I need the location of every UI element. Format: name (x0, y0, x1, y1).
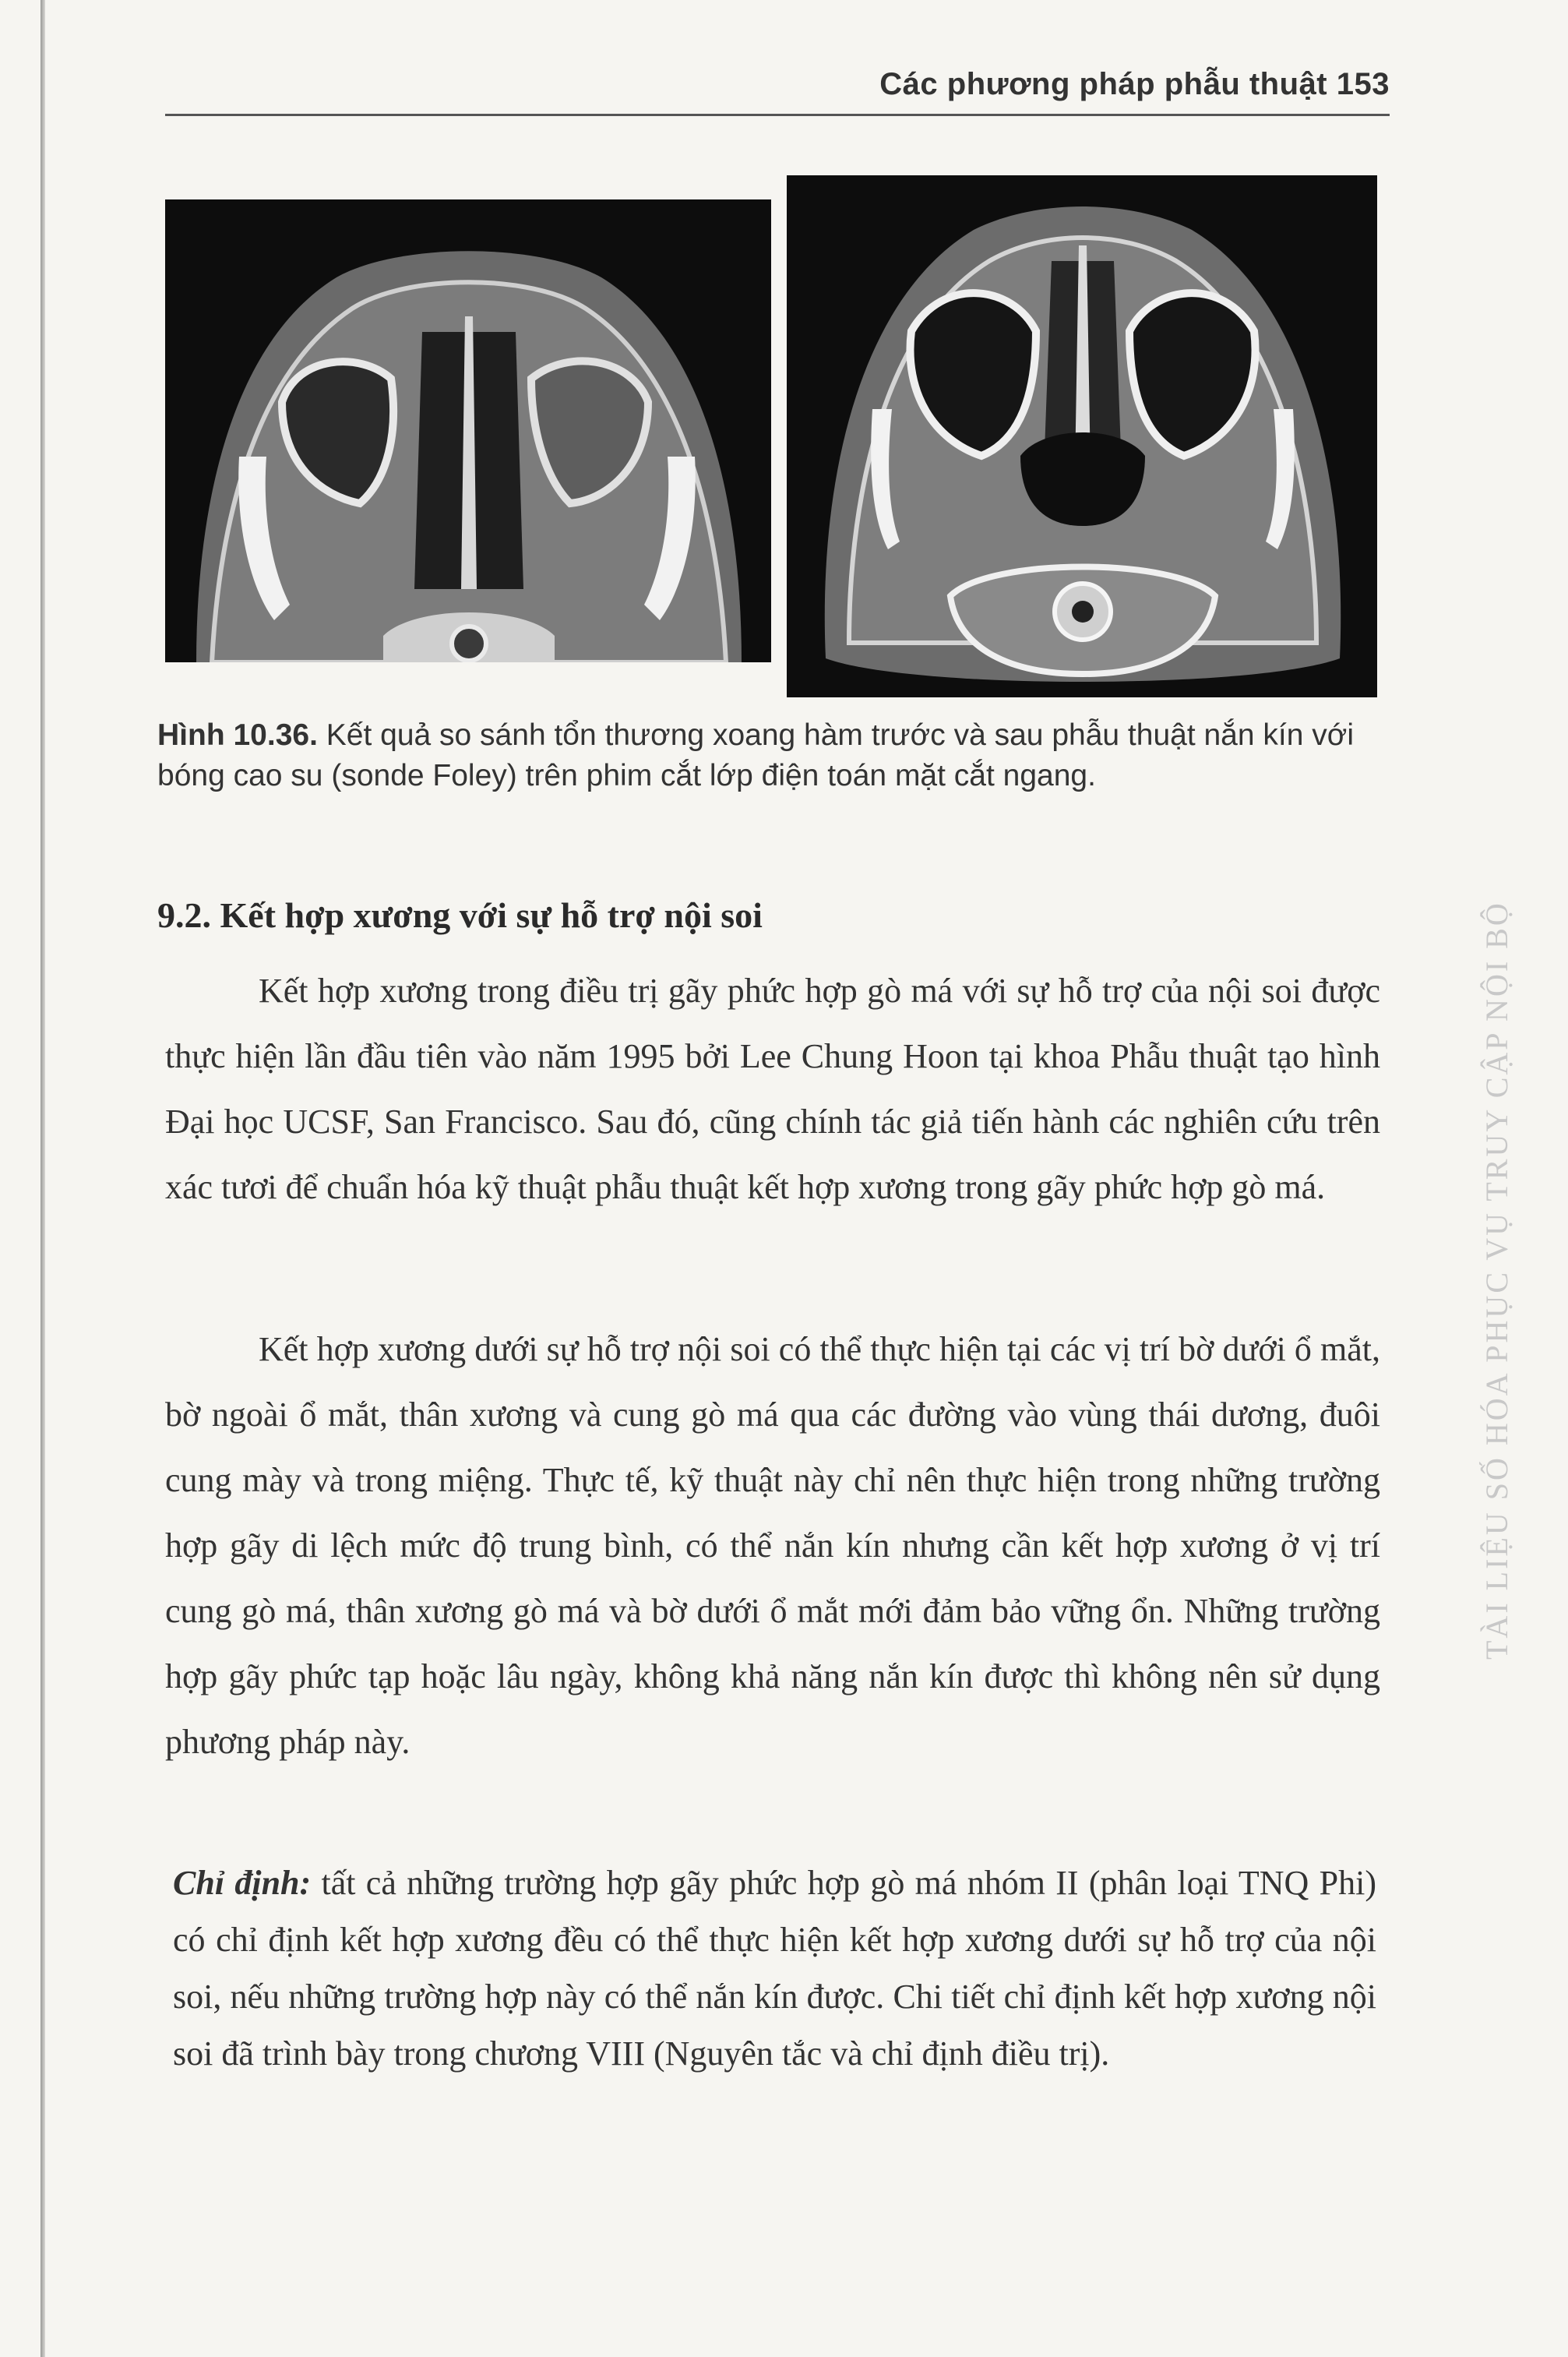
paragraph-1: Kết hợp xương trong điều trị gãy phức hợp gò má với sự hỗ trợ của nội soi được thực hiện lần đầu tiên vào năm 1995 bởi Lee Chung Hoon tại khoa Phẫu thuật tạo hình Đại học UCSF, San Francisco. Sau đó, cũng chính tác giả tiến hành các nghiên cứu trên xác tươi để chuẩn hóa kỹ thuật phẫu thuật kết hợp xương trong gãy phức hợp gò má. (165, 972, 1380, 1206)
ct-scan-before (165, 199, 771, 662)
indication-label: Chỉ định: (173, 1864, 312, 1902)
caption-label: Hình 10.36. (157, 718, 318, 752)
header-title: Các phương pháp phẫu thuật (879, 67, 1328, 101)
running-header (165, 61, 1390, 123)
page-binding-edge (41, 0, 45, 2357)
page-number: 153 (1336, 67, 1390, 101)
caption-text: Kết quả so sánh tổn thương xoang hàm trước và sau phẫu thuật nắn kín với bóng cao su (sonde Foley) trên phim cắt lớp điện toán mặt cắt ngang. (157, 718, 1354, 792)
figure-caption (157, 715, 1404, 796)
ct-scan-after (787, 175, 1377, 697)
header-text (879, 67, 1390, 102)
paragraph-2: Kết hợp xương dưới sự hỗ trợ nội soi có thể thực hiện tại các vị trí bờ dưới ổ mắt, bờ ngoài ổ mắt, thân xương và cung gò má qua các đường vào vùng thái dương, đuôi cung mày và trong miệng. Thực tế, kỹ thuật này chỉ nên thực hiện trong những trường hợp gãy di lệch mức độ trung bình, có thể nắn kín nhưng cần kết hợp xương ở vị trí cung gò má, thân xương gò má và bờ dưới ổ mắt mới đảm bảo vững ổn. Những trường hợp gãy phức tạp hoặc lâu ngày, không khả năng nắn kín được thì không nên sử dụng phương pháp này. (165, 1330, 1380, 1761)
indication-paragraph (173, 1854, 1376, 2082)
indication-text: tất cả những trường hợp gãy phức hợp gò má nhóm II (phân loại TNQ Phi) có chỉ định kết hợp xương đều có thể thực hiện kết hợp xương dưới sự hỗ trợ của nội soi, nếu những trường hợp này có thể nắn kín được. Chi tiết chỉ định kết hợp xương nội soi đã trình bày trong chương VIII (Nguyên tắc và chỉ định điều trị). (173, 1864, 1376, 2073)
header-rule (165, 114, 1390, 116)
watermark: TÀI LIỆU SỐ HÓA PHỤC VỤ TRUY CẬP NỘI BỘ (1479, 901, 1514, 1660)
section-heading: 9.2. Kết hợp xương với sự hỗ trợ nội soi (157, 895, 763, 935)
